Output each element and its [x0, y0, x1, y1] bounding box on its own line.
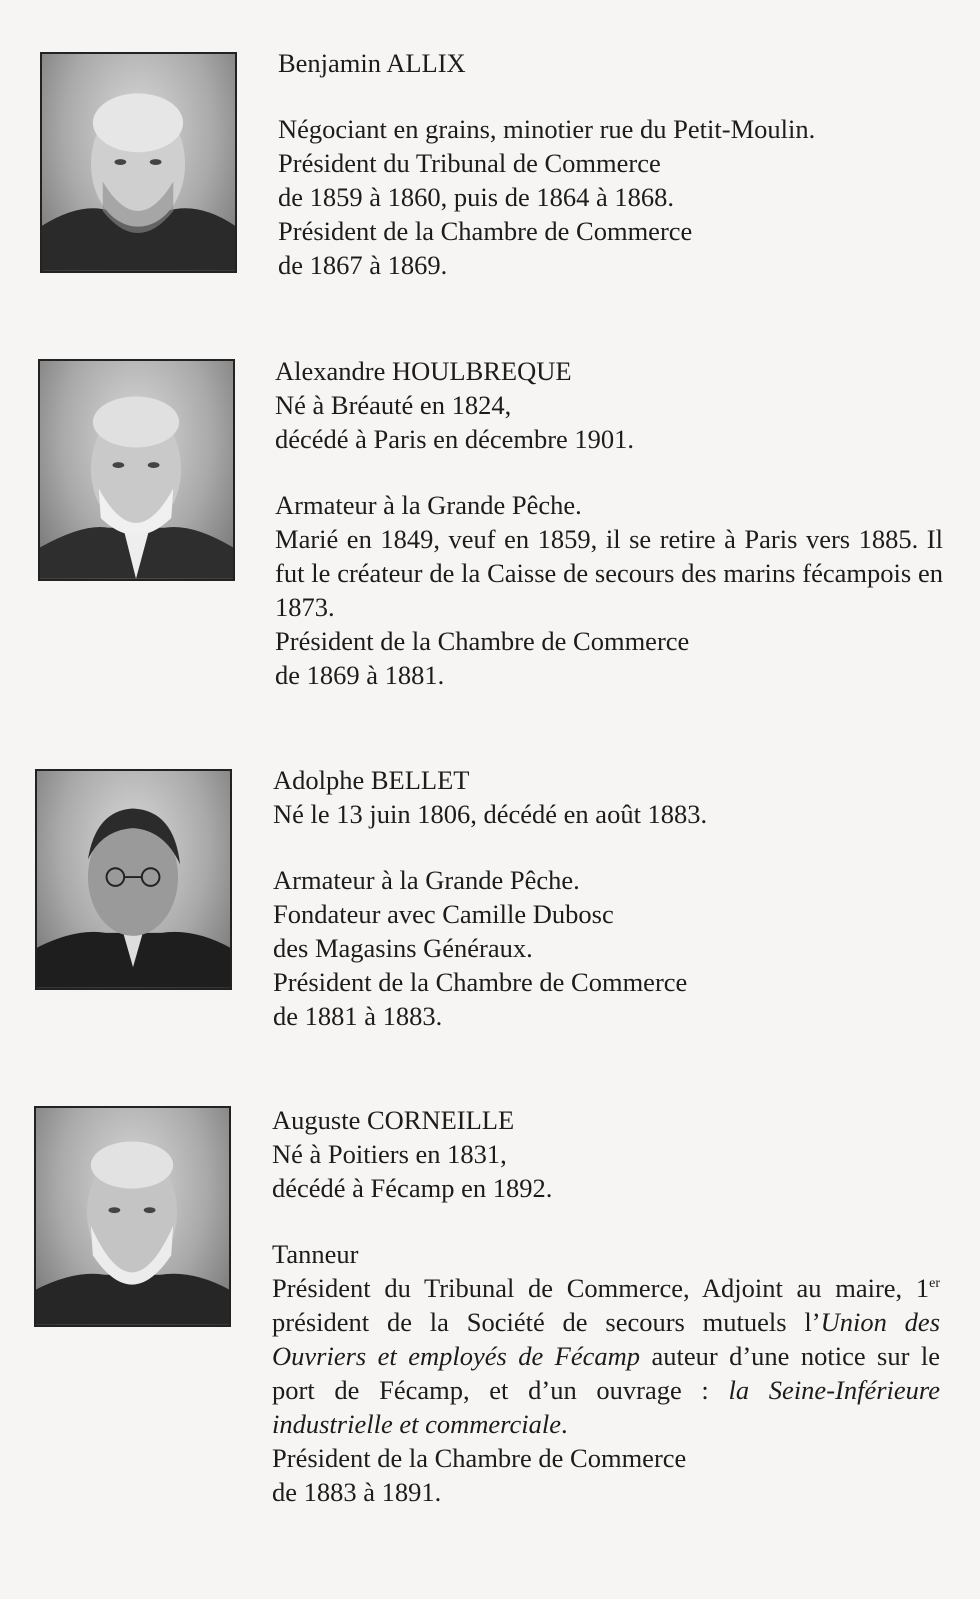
para-italic-2: la Seine-Inférieure industrielle et commerciale: [272, 1375, 940, 1439]
portrait-bellet-image: [37, 771, 230, 988]
entry-houlbreque-line: Armateur à la Grande Pêche.: [275, 490, 582, 520]
entry-houlbreque-line: Né à Bréauté en 1824,: [275, 390, 512, 420]
portrait-allix: [40, 52, 237, 273]
entry-allix-line: Président de la Chambre de Commerce: [278, 216, 693, 246]
entry-houlbreque-line: Président de la Chambre de Commerce: [275, 626, 690, 656]
para-italic-1: Union des Ouvriers et employés de Fécamp: [272, 1307, 941, 1371]
entry-bellet-line: de 1881 à 1883.: [273, 1001, 443, 1031]
entry-houlbreque-paragraph: Marié en 1849, veuf en 1859, il se retire à Paris vers 1885. Il fut le créateur de la Caisse de secours des marins fécampois en 1873.: [275, 524, 943, 622]
entry-bellet-line: des Magasins Généraux.: [273, 933, 533, 963]
entry-corneille-name: Auguste CORNEILLE: [272, 1105, 515, 1135]
entry-allix-line: Négociant en grains, minotier rue du Petit-Moulin.: [278, 114, 816, 144]
entry-corneille-line: Président de la Chambre de Commerce: [272, 1443, 687, 1473]
entry-corneille-paragraph: [272, 1271, 940, 1441]
portrait-corneille-image: [36, 1108, 229, 1325]
entry-bellet-line: Né le 13 juin 1806, décédé en août 1883.: [273, 799, 708, 829]
entry-bellet-line: Armateur à la Grande Pêche.: [273, 865, 580, 895]
entry-corneille-line: décédé à Fécamp en 1892.: [272, 1173, 553, 1203]
para-text-3: auteur d’une notice sur le port de Fécamp, et d’un ouvrage :: [272, 1341, 941, 1405]
entry-bellet-line: Fondateur avec Camille Dubosc: [273, 899, 614, 929]
para-text-2: président de la Société de secours mutuels l’: [272, 1307, 821, 1337]
entry-corneille-line: Né à Poitiers en 1831,: [272, 1139, 507, 1169]
entry-allix-name: Benjamin ALLIX: [278, 48, 466, 78]
entry-corneille-line: de 1883 à 1891.: [272, 1477, 442, 1507]
portrait-bellet: [35, 769, 232, 990]
portrait-allix-image: [42, 54, 235, 271]
entry-bellet-line: Président de la Chambre de Commerce: [273, 967, 688, 997]
para-text-1: Président du Tribunal de Commerce, Adjoint au maire, 1: [272, 1273, 930, 1303]
entry-houlbreque-name: Alexandre HOULBREQUE: [275, 356, 572, 386]
entry-houlbreque-line: de 1869 à 1881.: [275, 660, 445, 690]
portrait-houlbreque-image: [40, 361, 233, 579]
entry-allix-line: Président du Tribunal de Commerce: [278, 148, 661, 178]
portrait-houlbreque: [38, 359, 235, 581]
entry-houlbreque-line: décédé à Paris en décembre 1901.: [275, 424, 635, 454]
entry-allix-line: de 1859 à 1860, puis de 1864 à 1868.: [278, 182, 674, 212]
portrait-corneille: [34, 1106, 231, 1327]
para-sup: er: [929, 1276, 940, 1291]
entry-allix-line: de 1867 à 1869.: [278, 250, 448, 280]
para-text-4: .: [560, 1409, 568, 1439]
entry-bellet-name: Adolphe BELLET: [273, 765, 470, 795]
entry-corneille-line: Tanneur: [272, 1239, 359, 1269]
